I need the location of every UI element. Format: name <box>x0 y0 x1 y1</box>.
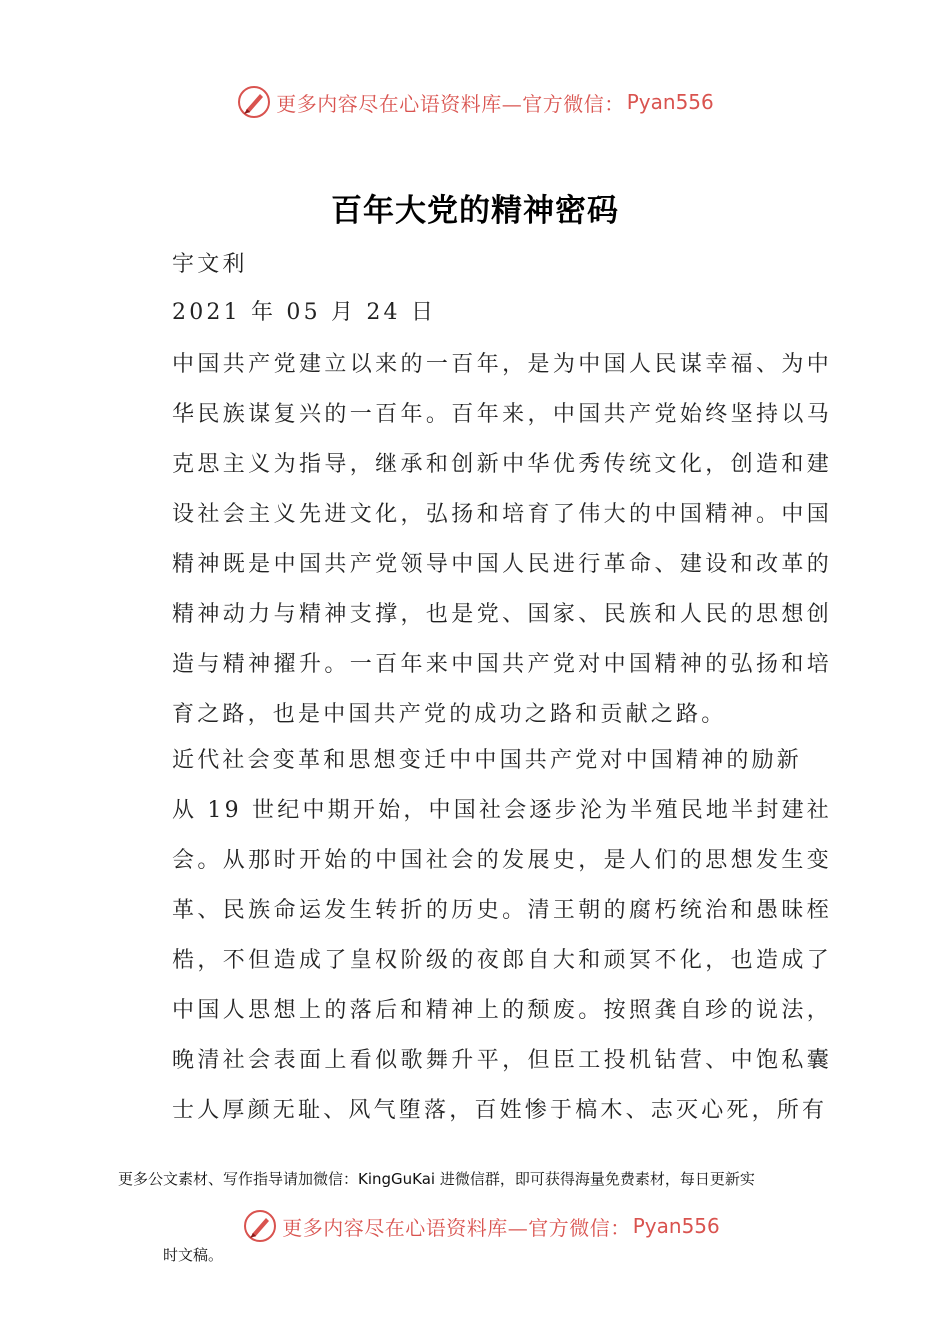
watermark-top <box>0 82 950 122</box>
pen-logo-icon <box>242 1208 278 1244</box>
section-heading: 近代社会变革和思想变迁中中国共产党对中国精神的励新 <box>172 748 803 773</box>
watermark-id: Pyan556 <box>632 1214 720 1238</box>
article-author: 宇文利 <box>172 252 248 277</box>
pen-logo-icon <box>236 84 272 120</box>
article-paragraph-1: 中国共产党建立以来的一百年，是为中国人民谋幸福、为中华民族谋复兴的一百年。百年来，中国共产党始终坚持以马克思主义为指导，继承和创新中华优秀传统文化，创造和建设社会主义先进文化，弘扬和培育了伟大的中国精神。中国精神既是中国共产党领导中国人民进行革命、建设和改革的精神动力与精神支撑，也是党、国家、民族和人民的思想创造与精神擢升。一百年来中国共产党对中国精神的弘扬和培育之路，也是中国共产党的成功之路和贡献之路。 <box>172 352 832 727</box>
article-date: 2021 年 05 月 24 日 <box>172 300 437 325</box>
article-paragraph-2: 从 19 世纪中期开始，中国社会逐步沦为半殖民地半封建社会。从那时开始的中国社会的发展史，是人们的思想发生变革、民族命运发生转折的历史。清王朝的腐朽统治和愚昧桎梏，不但造成了皇权阶级的夜郎自大和顽冥不化，也造成了中国人思想上的落后和精神上的颓废。按照龚自珍的说法，晚清社会表面上看似歌舞升平，但臣工投机钻营、中饱私囊士人厚颜无耻、风气堕落，百姓惨于槁木、志灭心死，所有 <box>172 798 832 1123</box>
article-title: 百年大党的精神密码 <box>331 192 619 229</box>
watermark-text: 更多内容尽在心语资料库—官方微信： <box>282 1215 631 1240</box>
watermark-id: Pyan556 <box>626 90 714 114</box>
footer-notice-tail: 时文稿。 <box>163 1246 224 1264</box>
watermark-text: 更多内容尽在心语资料库—官方微信： <box>276 91 625 116</box>
footer-notice: 更多公文素材、写作指导请加微信：KingGuKai 进微信群，即可获得海量免费素材，每日更新实 <box>118 1170 755 1188</box>
watermark-bottom <box>6 1206 950 1246</box>
